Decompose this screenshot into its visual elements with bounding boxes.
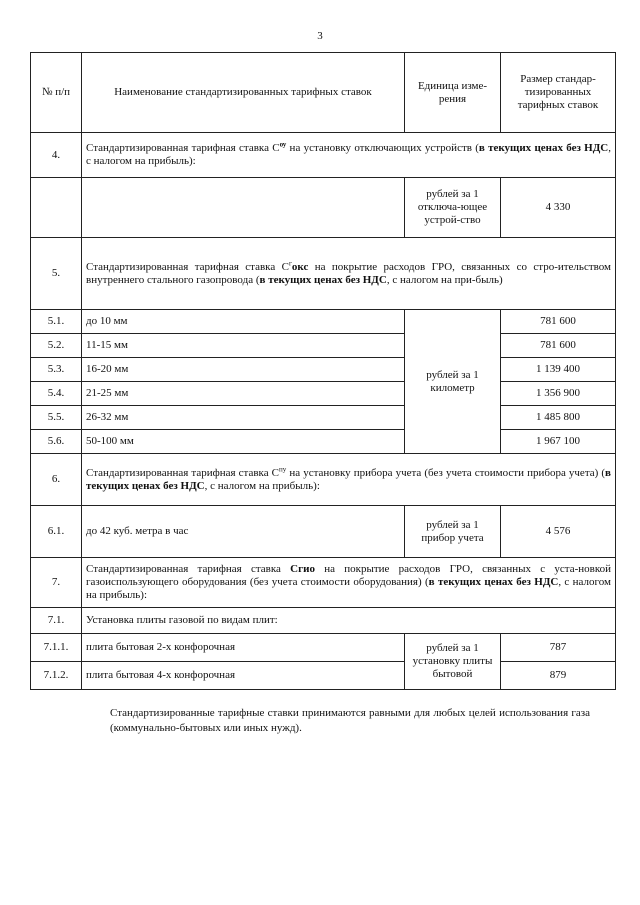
table-row — [31, 662, 616, 690]
section-5-title-row — [31, 238, 616, 310]
section-6-description: Стандартизированная тарифная ставка $С^{пу}$ на установку прибора учета (без учета стоимости прибора учета) (в текущих ценах без НДС, с налогом на прибыль): — [82, 454, 616, 506]
value-cell: 879 — [501, 662, 616, 690]
row-name: 11-15 мм — [82, 334, 405, 358]
row-num: 5.3. — [31, 358, 82, 382]
row-name: 16-20 мм — [82, 358, 405, 382]
table-row — [31, 334, 616, 358]
value-cell: 1 967 100 — [501, 430, 616, 454]
row-name: 26-32 мм — [82, 406, 405, 430]
value-cell: 787 — [501, 634, 616, 662]
row-name: плита бытовая 4-х конфорочная — [82, 662, 405, 690]
row-num: 5.6. — [31, 430, 82, 454]
row-num: 7.1.1. — [31, 634, 82, 662]
section-7-description: Стандартизированная тарифная ставка Сгио на покрытие расходов ГРО, связанных с уста-новкой газоиспользующего оборудования (без учета стоимости оборудования) (в текущих ценах без НДС, с налогом на прибыль): — [82, 558, 616, 608]
tariff-table — [30, 52, 616, 690]
section-4-value-row — [31, 178, 616, 238]
row-num: 7.1. — [31, 608, 82, 634]
row-num: 5.4. — [31, 382, 82, 406]
table-row — [31, 310, 616, 334]
section-num: 4. — [31, 133, 82, 178]
page-number: 3 — [317, 30, 323, 42]
table-row — [31, 634, 616, 662]
row-name: 21-25 мм — [82, 382, 405, 406]
value-cell: 1 356 900 — [501, 382, 616, 406]
value-cell: 4 330 — [501, 178, 616, 238]
row-name: до 10 мм — [82, 310, 405, 334]
table-row — [31, 608, 616, 634]
section-4-description: Стандартизированная тарифная ставка $С^{оу}$ на установку отключающих устройств (в текущих ценах без НДС, с налогом на прибыль): — [82, 133, 616, 178]
unit-cell: рублей за 1 установку плиты бытовой — [405, 634, 501, 690]
unit-cell: рублей за 1 прибор учета — [405, 506, 501, 558]
section-4-title-row — [31, 133, 616, 178]
header-num: № п/п — [31, 53, 82, 133]
header-name: Наименование стандартизированных тарифных ставок — [82, 53, 405, 133]
footnote: Стандартизированные тарифные ставки принимаются равными для любых целей использования газа (коммунально-бытовых или иных нужд). — [110, 707, 590, 734]
unit-cell: рублей за 1 отключа-ющее устрой-ство — [405, 178, 501, 238]
row-name: 50-100 мм — [82, 430, 405, 454]
table-header-row — [31, 53, 616, 133]
section-num: 6. — [31, 454, 82, 506]
section-6-title-row — [31, 454, 616, 506]
value-cell: 781 600 — [501, 310, 616, 334]
value-cell: 1 139 400 — [501, 358, 616, 382]
row-num: 5.5. — [31, 406, 82, 430]
table-row — [31, 430, 616, 454]
value-cell: 1 485 800 — [501, 406, 616, 430]
row-name: до 42 куб. метра в час — [82, 506, 405, 558]
section-5-description: Стандартизированная тарифная ставка $С^гокс$ на покрытие расходов ГРО, связанных со стро-ительством внутреннего стального газопровода (в текущих ценах без НДС, с налогом на при-быль) — [82, 238, 616, 310]
header-unit: Единица изме-рения — [405, 53, 501, 133]
row-name: плита бытовая 2-х конфорочная — [82, 634, 405, 662]
table-row — [31, 406, 616, 430]
section-7-title-row — [31, 558, 616, 608]
section-num: 5. — [31, 238, 82, 310]
row-num: 5.1. — [31, 310, 82, 334]
row-num: 5.2. — [31, 334, 82, 358]
row-name: Установка плиты газовой по видам плит: — [82, 608, 616, 634]
table-row — [31, 506, 616, 558]
header-size: Размер стандар-тизированных тарифных ставок — [501, 53, 616, 133]
value-cell: 4 576 — [501, 506, 616, 558]
row-num: 7.1.2. — [31, 662, 82, 690]
row-num: 6.1. — [31, 506, 82, 558]
table-row — [31, 382, 616, 406]
value-cell: 781 600 — [501, 334, 616, 358]
unit-cell: рублей за 1 километр — [405, 310, 501, 454]
section-num: 7. — [31, 558, 82, 608]
table-row — [31, 358, 616, 382]
